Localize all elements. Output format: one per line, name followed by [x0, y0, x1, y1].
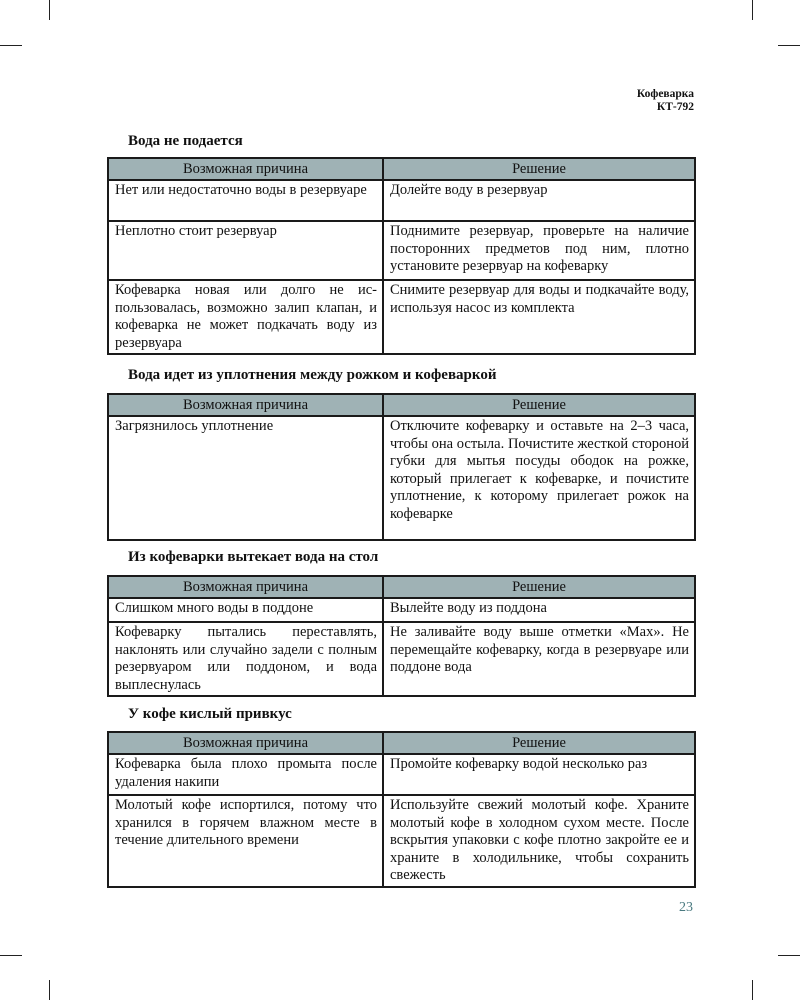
column-header-solution: Решение: [383, 158, 695, 180]
column-header-cause: Возможная причина: [108, 394, 383, 416]
crop-mark: [778, 955, 800, 956]
header-product: Кофеварка: [636, 88, 694, 100]
crop-mark: [778, 45, 800, 46]
table-header-row: [108, 576, 695, 598]
section-title: Вода не подается: [128, 133, 243, 149]
solution-cell: Промойте кофеварку водой несколько раз: [383, 754, 695, 795]
table-row: [108, 598, 695, 622]
column-header-cause: Возможная причина: [108, 158, 383, 180]
table-row: [108, 622, 695, 696]
table-header-row: [108, 394, 695, 416]
cause-cell: Нет или недостаточно воды в резервуаре: [108, 180, 383, 221]
crop-mark: [752, 0, 753, 20]
table-row: [108, 754, 695, 795]
header-model: КТ-792: [656, 101, 694, 113]
solution-cell: Поднимите резервуар, проверьте на наличие посторонних предметов под ним, плотно установите резервуар на кофеварку: [383, 221, 695, 280]
table-header-row: [108, 732, 695, 754]
cause-cell: Кофеварку пытались переставлять, наклонять или случайно задели с полным резервуаром или поддоном, и вода выплеснулась: [108, 622, 383, 696]
troubleshooting-table: [107, 731, 696, 888]
table-row: [108, 795, 695, 887]
column-header-solution: Решение: [383, 732, 695, 754]
crop-mark: [49, 980, 50, 1000]
solution-cell: Долейте воду в резервуар: [383, 180, 695, 221]
troubleshooting-table: [107, 575, 696, 697]
crop-mark: [49, 0, 50, 20]
troubleshooting-table: [107, 393, 696, 541]
cause-cell: Кофеварка новая или долго не использовалась, возможно залип клапан, и кофеварка не может подкачать воду из резервуара: [108, 280, 383, 354]
cause-cell: Загрязнилось уплотнение: [108, 416, 383, 540]
solution-cell: Снимите резервуар для воды и подкачайте воду, используя насос из комплекта: [383, 280, 695, 354]
column-header-cause: Возможная причина: [108, 732, 383, 754]
running-header: [637, 88, 694, 114]
section-title: Из кофеварки вытекает вода на стол: [128, 549, 379, 565]
column-header-solution: Решение: [383, 394, 695, 416]
cause-cell: Неплотно стоит резервуар: [108, 221, 383, 280]
crop-mark: [752, 980, 753, 1000]
cause-cell: Молотый кофе испортился, потому что хранился в горячем влажном месте в течение длительного времени: [108, 795, 383, 887]
cause-cell: Слишком много воды в поддоне: [108, 598, 383, 622]
table-row: [108, 280, 695, 354]
troubleshooting-table: [107, 157, 696, 355]
crop-mark: [0, 955, 22, 956]
section-title: Вода идет из уплотнения между рожком и кофеваркой: [128, 367, 497, 383]
page-number: 23: [679, 900, 693, 915]
crop-mark: [0, 45, 22, 46]
column-header-cause: Возможная причина: [108, 576, 383, 598]
solution-cell: Не заливайте воду выше отметки «Max». Не перемещайте кофеварку, когда в резервуаре или поддоне вода: [383, 622, 695, 696]
section-title: У кофе кислый привкус: [128, 706, 292, 722]
table-row: [108, 416, 695, 540]
solution-cell: Вылейте воду из поддона: [383, 598, 695, 622]
column-header-solution: Решение: [383, 576, 695, 598]
solution-cell: Используйте свежий молотый кофе. Храните молотый кофе в холодном сухом месте. После вскрытия упаковки с кофе плотно закройте ее и храните в холодильнике, чтобы сохранить свежесть: [383, 795, 695, 887]
table-row: [108, 180, 695, 221]
table-header-row: [108, 158, 695, 180]
cause-cell: Кофеварка была плохо промыта после удаления накипи: [108, 754, 383, 795]
table-row: [108, 221, 695, 280]
solution-cell: Отключите кофеварку и оставьте на 2–3 часа, чтобы она остыла. Почистите жесткой стороной губки для мытья посуды ободок на рожке, который прилегает к кофеварке, и почистите уплотнение, к которому прилегает рожок на кофеварке: [383, 416, 695, 540]
